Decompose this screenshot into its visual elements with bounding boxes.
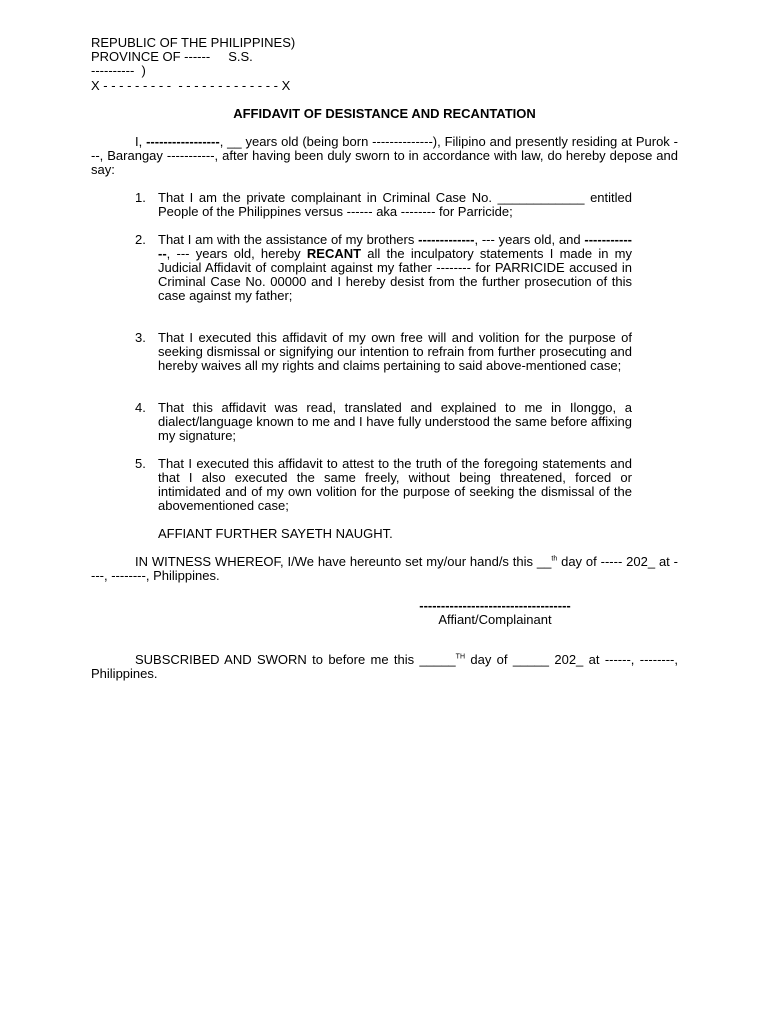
signature-line: ----------------------------------- [419,598,571,613]
header-republic: REPUBLIC OF THE PHILIPPINES) [91,35,296,50]
item-text [158,233,632,303]
jurat-text: SUBSCRIBED AND SWORN to before me this _____ [135,652,456,667]
brother-name-blank: ------------- [418,232,475,247]
recant-keyword: RECANT [306,246,362,261]
item-number: 2. [135,232,146,247]
affiant-name-blank: ----------------- [146,134,220,149]
item-text: That I executed this affidavit to attest to the truth of the foregoing statements and that I also executed the same freely, without being threatened, forced or intimidated and of my own volition for the purpose of seeking the dismissal of the abovementioned case; [158,456,632,513]
item-text-part: , --- years old, and [474,232,585,247]
item-text-part: That I am with the assistance of my brothers [158,232,419,247]
witness-text: day of ----- 202_ at ----, --------, Philippines. [91,554,678,583]
witness-text: IN WITNESS WHEREOF, I/We have hereunto set my/our hand/s this __ [135,554,552,569]
intro-lead: I, [135,134,147,149]
item-number: 1. [135,190,146,205]
intro-rest: , __ years old (being born --------------), Filipino and presently residing at Purok ---, Barangay -----------, after having been duly sworn to in accordance with law, do hereby depose and say: [91,134,678,177]
jurat-text: day of _____ 202_ at ------, --------, Philippines. [91,652,678,681]
item-text-part: , --- years old, hereby [166,246,307,261]
document-title: AFFIDAVIT OF DESISTANCE AND RECANTATION [233,106,536,121]
item-text-part: all the inculpatory statements I made in my Judicial Affidavit of complaint against my father -------- for PARRICIDE accused in Criminal Case No. 00000 and I hereby desist from the further prosecution of this case against my father; [158,246,632,303]
witness-paragraph [91,555,678,583]
item-number: 4. [135,400,146,415]
item-text: That this affidavit was read, translated and explained to me in Ilonggo, a dialect/language known to me and I have fully understood the same before affixing my signature; [158,400,632,443]
day-ordinal: th [551,555,558,563]
jurat-paragraph [91,653,678,681]
item-number: 5. [135,456,146,471]
header-province: PROVINCE OF ------ S.S. [91,49,253,64]
brother-name-blank: ------------- [158,232,632,261]
further-sayeth: AFFIANT FURTHER SAYETH NAUGHT. [158,526,393,541]
item-number: 3. [135,330,146,345]
header-blank: ---------- ) [91,63,146,78]
item-text: That I am the private complainant in Criminal Case No. ____________ entitled People of the Philippines versus ------ aka -------- for Parricide; [158,190,632,219]
day-ordinal: TH [455,653,466,661]
header-divider: X - - - - - - - - - - - - - - - - - - - - - - X [91,78,291,93]
intro-paragraph [91,135,678,177]
signature-label: Affiant/Complainant [438,612,552,627]
item-text: That I executed this affidavit of my own free will and volition for the purpose of seeking dismissal or signifying our intention to refrain from further prosecuting and hereby waives all my rights and claims pertaining to said above-mentioned case; [158,330,632,373]
